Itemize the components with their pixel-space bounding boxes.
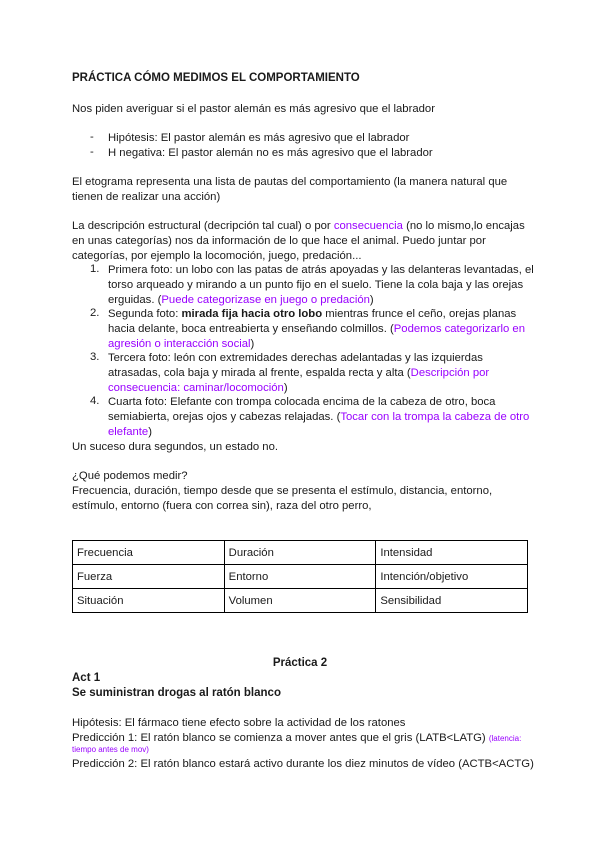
latency-note: tiempo antes de mov) xyxy=(72,745,149,754)
act-subtitle: Se suministran drogas al ratón blanco xyxy=(72,687,281,699)
measure-line: estímulo, entorno (fuera con correa sin), raza del otro perro, xyxy=(72,500,372,512)
table-cell: Volumen xyxy=(224,589,376,613)
measure-question: ¿Qué podemos medir? xyxy=(72,470,188,482)
list-item-2: Segunda foto: mirada fija hacia otro lobo mientras frunce el ceño, orejas planas xyxy=(108,308,517,320)
category-note: Puede categorizase en juego o predación xyxy=(161,294,370,306)
prediction-2: Predicción 2: El ratón blanco estará activo durante los diez minutos de vídeo (ACTB<ACTG) xyxy=(72,758,534,770)
category-note: consecuencia: caminar/locomoción xyxy=(108,382,284,394)
table-row xyxy=(73,541,528,565)
section-heading: Práctica 2 xyxy=(272,657,328,669)
table-row xyxy=(73,589,528,613)
hypothesis-item: Hipótesis: El pastor alemán es más agresivo que el labrador xyxy=(108,132,410,144)
list-item-3: Tercera foto: león con extremidades derechas adelantadas y las izquierdas xyxy=(108,352,483,364)
event-note: Un suceso dura segundos, un estado no. xyxy=(72,441,278,453)
category-note: Descripción por xyxy=(410,367,490,379)
list-item-1: torso arqueado y mirando a un punto fijo en el suelo. Tiene la cola baja y las orejas xyxy=(108,279,524,291)
consecuencia-highlight: consecuencia xyxy=(333,220,403,232)
table-cell: Sensibilidad xyxy=(376,589,528,613)
list-item-4: Cuarta foto: Elefante con trompa colocada encima de la cabeza de otro, boca xyxy=(108,396,496,408)
table-cell: Situación xyxy=(73,589,225,613)
page-title: PRÁCTICA CÓMO MEDIMOS EL COMPORTAMIENTO xyxy=(72,72,360,84)
bold-phrase: mirada fija hacia otro lobo xyxy=(181,308,323,320)
list-item-4: semiabierta, orejas ojos y cabezas relajadas. (Tocar con la trompa la cabeza de otro xyxy=(108,411,530,423)
category-note: agresión o interacción social xyxy=(108,338,251,350)
list-number: 3. xyxy=(90,351,100,363)
table-cell: Intensidad xyxy=(376,541,528,565)
list-item-1: Primera foto: un lobo con las patas de atrás apoyadas y las delanteras levantadas, el xyxy=(108,264,534,276)
list-item-1: erguidas. (Puede categorizase en juego o predación) xyxy=(108,294,374,306)
list-number: 2. xyxy=(90,307,100,319)
etograma-line: El etograma representa una lista de pautas del comportamiento (la manera natural que xyxy=(72,176,508,188)
list-number: 4. xyxy=(90,395,100,407)
description-line: categorías, por ejemplo la locomoción, juego, predación... xyxy=(72,250,362,262)
table-cell: Intención/objetivo xyxy=(376,565,528,589)
measure-line: Frecuencia, duración, tiempo desde que se presenta el estímulo, distancia, entorno, xyxy=(72,485,493,497)
list-item-2: hacia delante, boca entreabierta y enseñando colmillos. (Podemos categorizarlo en xyxy=(108,323,525,335)
table-cell: Fuerza xyxy=(73,565,225,589)
null-hypothesis-item: H negativa: El pastor alemán no es más agresivo que el labrador xyxy=(108,147,433,159)
table-cell: Frecuencia xyxy=(73,541,225,565)
dash-bullet: - xyxy=(90,146,94,158)
description-line: en unas categorías) nos da información de lo que hace el animal. Puedo juntar por xyxy=(72,235,486,247)
description-line: La descripción estructural (decripción tal cual) o por consecuencia (no lo mismo,lo encajas xyxy=(72,220,525,232)
table-row xyxy=(73,565,528,589)
hypothesis-line: Hipótesis: El fármaco tiene efecto sobre la actividad de los ratones xyxy=(72,717,406,729)
measures-table xyxy=(72,540,528,613)
etograma-line: tienen de realizar una acción) xyxy=(72,191,221,203)
act-heading: Act 1 xyxy=(72,672,101,684)
table-cell: Entorno xyxy=(224,565,376,589)
list-item-4: elefante) xyxy=(108,426,152,438)
list-number: 1. xyxy=(90,263,100,275)
category-note: elefante xyxy=(108,426,149,438)
category-note: Podemos categorizarlo en xyxy=(393,323,525,335)
latency-note: (latencia: xyxy=(488,734,522,743)
intro-text: Nos piden averiguar si el pastor alemán es más agresivo que el labrador xyxy=(72,103,435,115)
category-note: Tocar con la trompa la cabeza de otro xyxy=(340,411,530,423)
dash-bullet: - xyxy=(90,131,94,143)
table-cell: Duración xyxy=(224,541,376,565)
prediction-1: Predicción 1: El ratón blanco se comienza a mover antes que el gris (LATB<LATG) (latencia: xyxy=(72,732,522,744)
list-item-2: agresión o interacción social) xyxy=(108,338,255,350)
list-item-3: consecuencia: caminar/locomoción) xyxy=(108,382,288,394)
list-item-3: atrasadas, cola baja y mirada al frente, espalda recta y alta (Descripción por xyxy=(108,367,490,379)
